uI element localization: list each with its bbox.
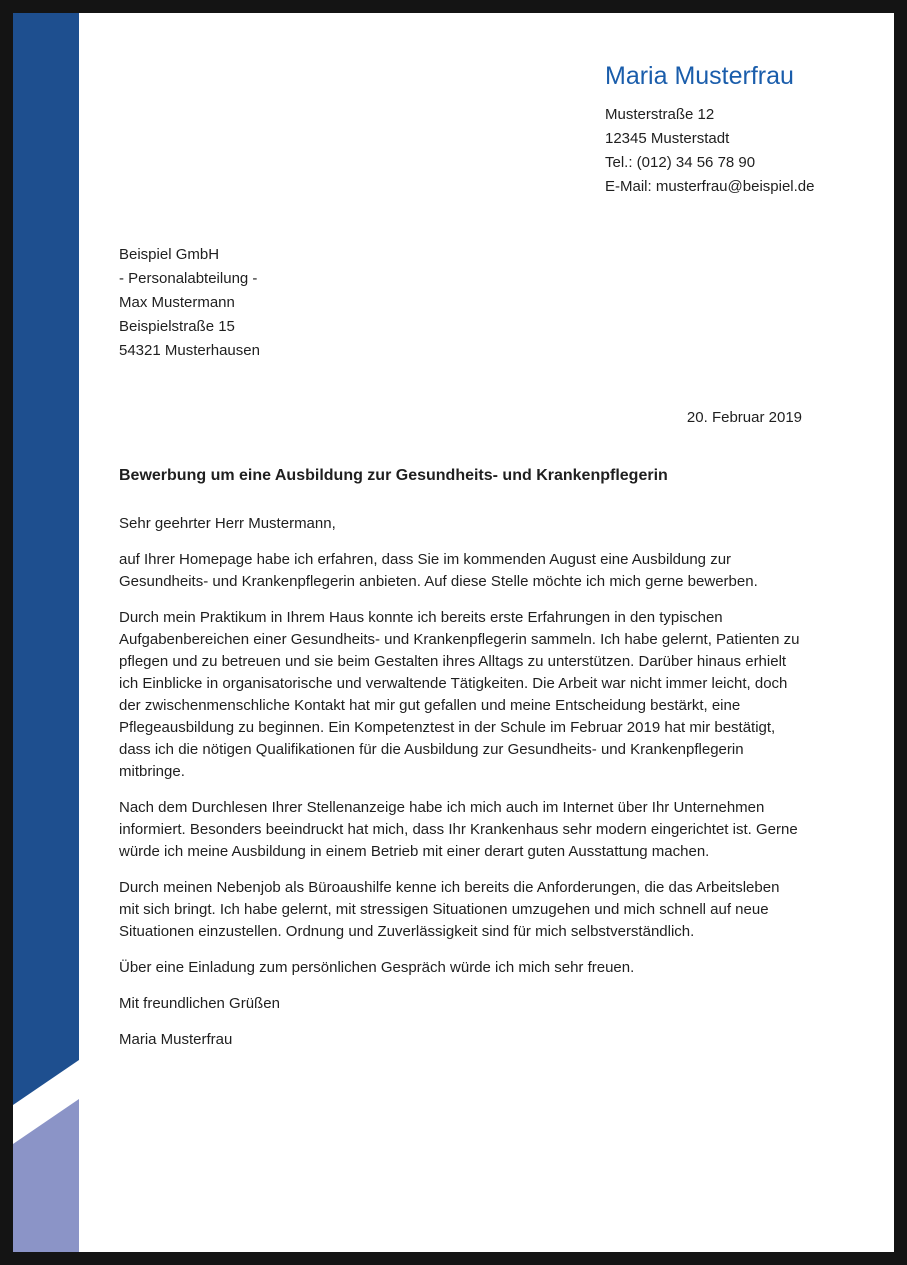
paragraph: auf Ihrer Homepage habe ich erfahren, dass Sie im kommenden August eine Ausbildung zur Gesundheits- und Krankenpflegerin anbieten. Auf diese Stelle möchte ich mich gerne bewerben. — [119, 551, 758, 590]
letter-sheet — [13, 13, 894, 1252]
sidebar-accent-light — [13, 1099, 79, 1252]
recipient-block — [119, 243, 260, 363]
subject-line: Bewerbung um eine Ausbildung zur Gesundheits- und Krankenpflegerin — [119, 467, 668, 484]
letter-body — [119, 513, 803, 1065]
paragraph: Durch meinen Nebenjob als Büroaushilfe kenne ich bereits die Anforderungen, die das Arbeitsleben mit sich bringt. Ich habe gelernt, mit stressigen Situationen umzugehen und mich schnell auf neue Situationen einzustellen. Ordnung und Zuverlässigkeit sind für mich selbstverständlich. — [119, 879, 780, 940]
recipient-city: 54321 Musterhausen — [119, 342, 260, 359]
paragraph: Nach dem Durchlesen Ihrer Stellenanzeige habe ich mich auch im Internet über Ihr Unternehmen informiert. Besonders beeindruckt hat mich, dass Ihr Krankenhaus sehr modern eingerichtet ist. Gerne würde ich meine Ausbildung in einem Betrieb mit einer derart guten Ausstattung machen. — [119, 799, 798, 860]
recipient-street: Beispielstraße 15 — [119, 318, 235, 335]
sender-phone: Tel.: (012) 34 56 78 90 — [605, 154, 756, 171]
salutation: Sehr geehrter Herr Mustermann, — [119, 515, 336, 532]
recipient-department: - Personalabteilung - — [119, 270, 258, 287]
sidebar-accent-dark — [13, 13, 79, 1105]
sender-block — [605, 61, 814, 199]
signature-name: Maria Musterfrau — [119, 1031, 233, 1048]
sender-street: Musterstraße 12 — [605, 106, 715, 123]
sender-name: Maria Musterfrau — [605, 62, 794, 90]
paragraph: Über eine Einladung zum persönlichen Gespräch würde ich mich sehr freuen. — [119, 959, 635, 976]
paragraph: Durch mein Praktikum in Ihrem Haus konnte ich bereits erste Erfahrungen in den typischen Aufgabenbereichen einer Gesundheits- und Krankenpflegerin sammeln. Ich habe gelernt, Patienten zu pflegen und zu betreuen und sie beim Gestalten ihres Alltags zu unterstützen. Darüber hinaus erhielt ich Einblicke in organisatorische und verwaltende Tätigkeiten. Die Arbeit war nicht immer leicht, doch der zwischenmenschliche Kontakt hat mir gut gefallen und meine Entscheidung bestärkt, eine Pflegeausbildung zu beginnen. Ein Kompetenztest in der Schule im Februar 2019 hat mir bestätigt, dass ich die nötigen Qualifikationen für die Ausbildung zur Gesundheits- und Krankenpflegerin mitbringe. — [119, 609, 800, 780]
recipient-contact: Max Mustermann — [119, 294, 235, 311]
recipient-company: Beispiel GmbH — [119, 246, 220, 263]
sender-email: E-Mail: musterfrau@beispiel.de — [605, 178, 815, 195]
closing: Mit freundlichen Grüßen — [119, 995, 280, 1012]
sender-city: 12345 Musterstadt — [605, 130, 730, 147]
letter-date: 20. Februar 2019 — [686, 409, 802, 426]
